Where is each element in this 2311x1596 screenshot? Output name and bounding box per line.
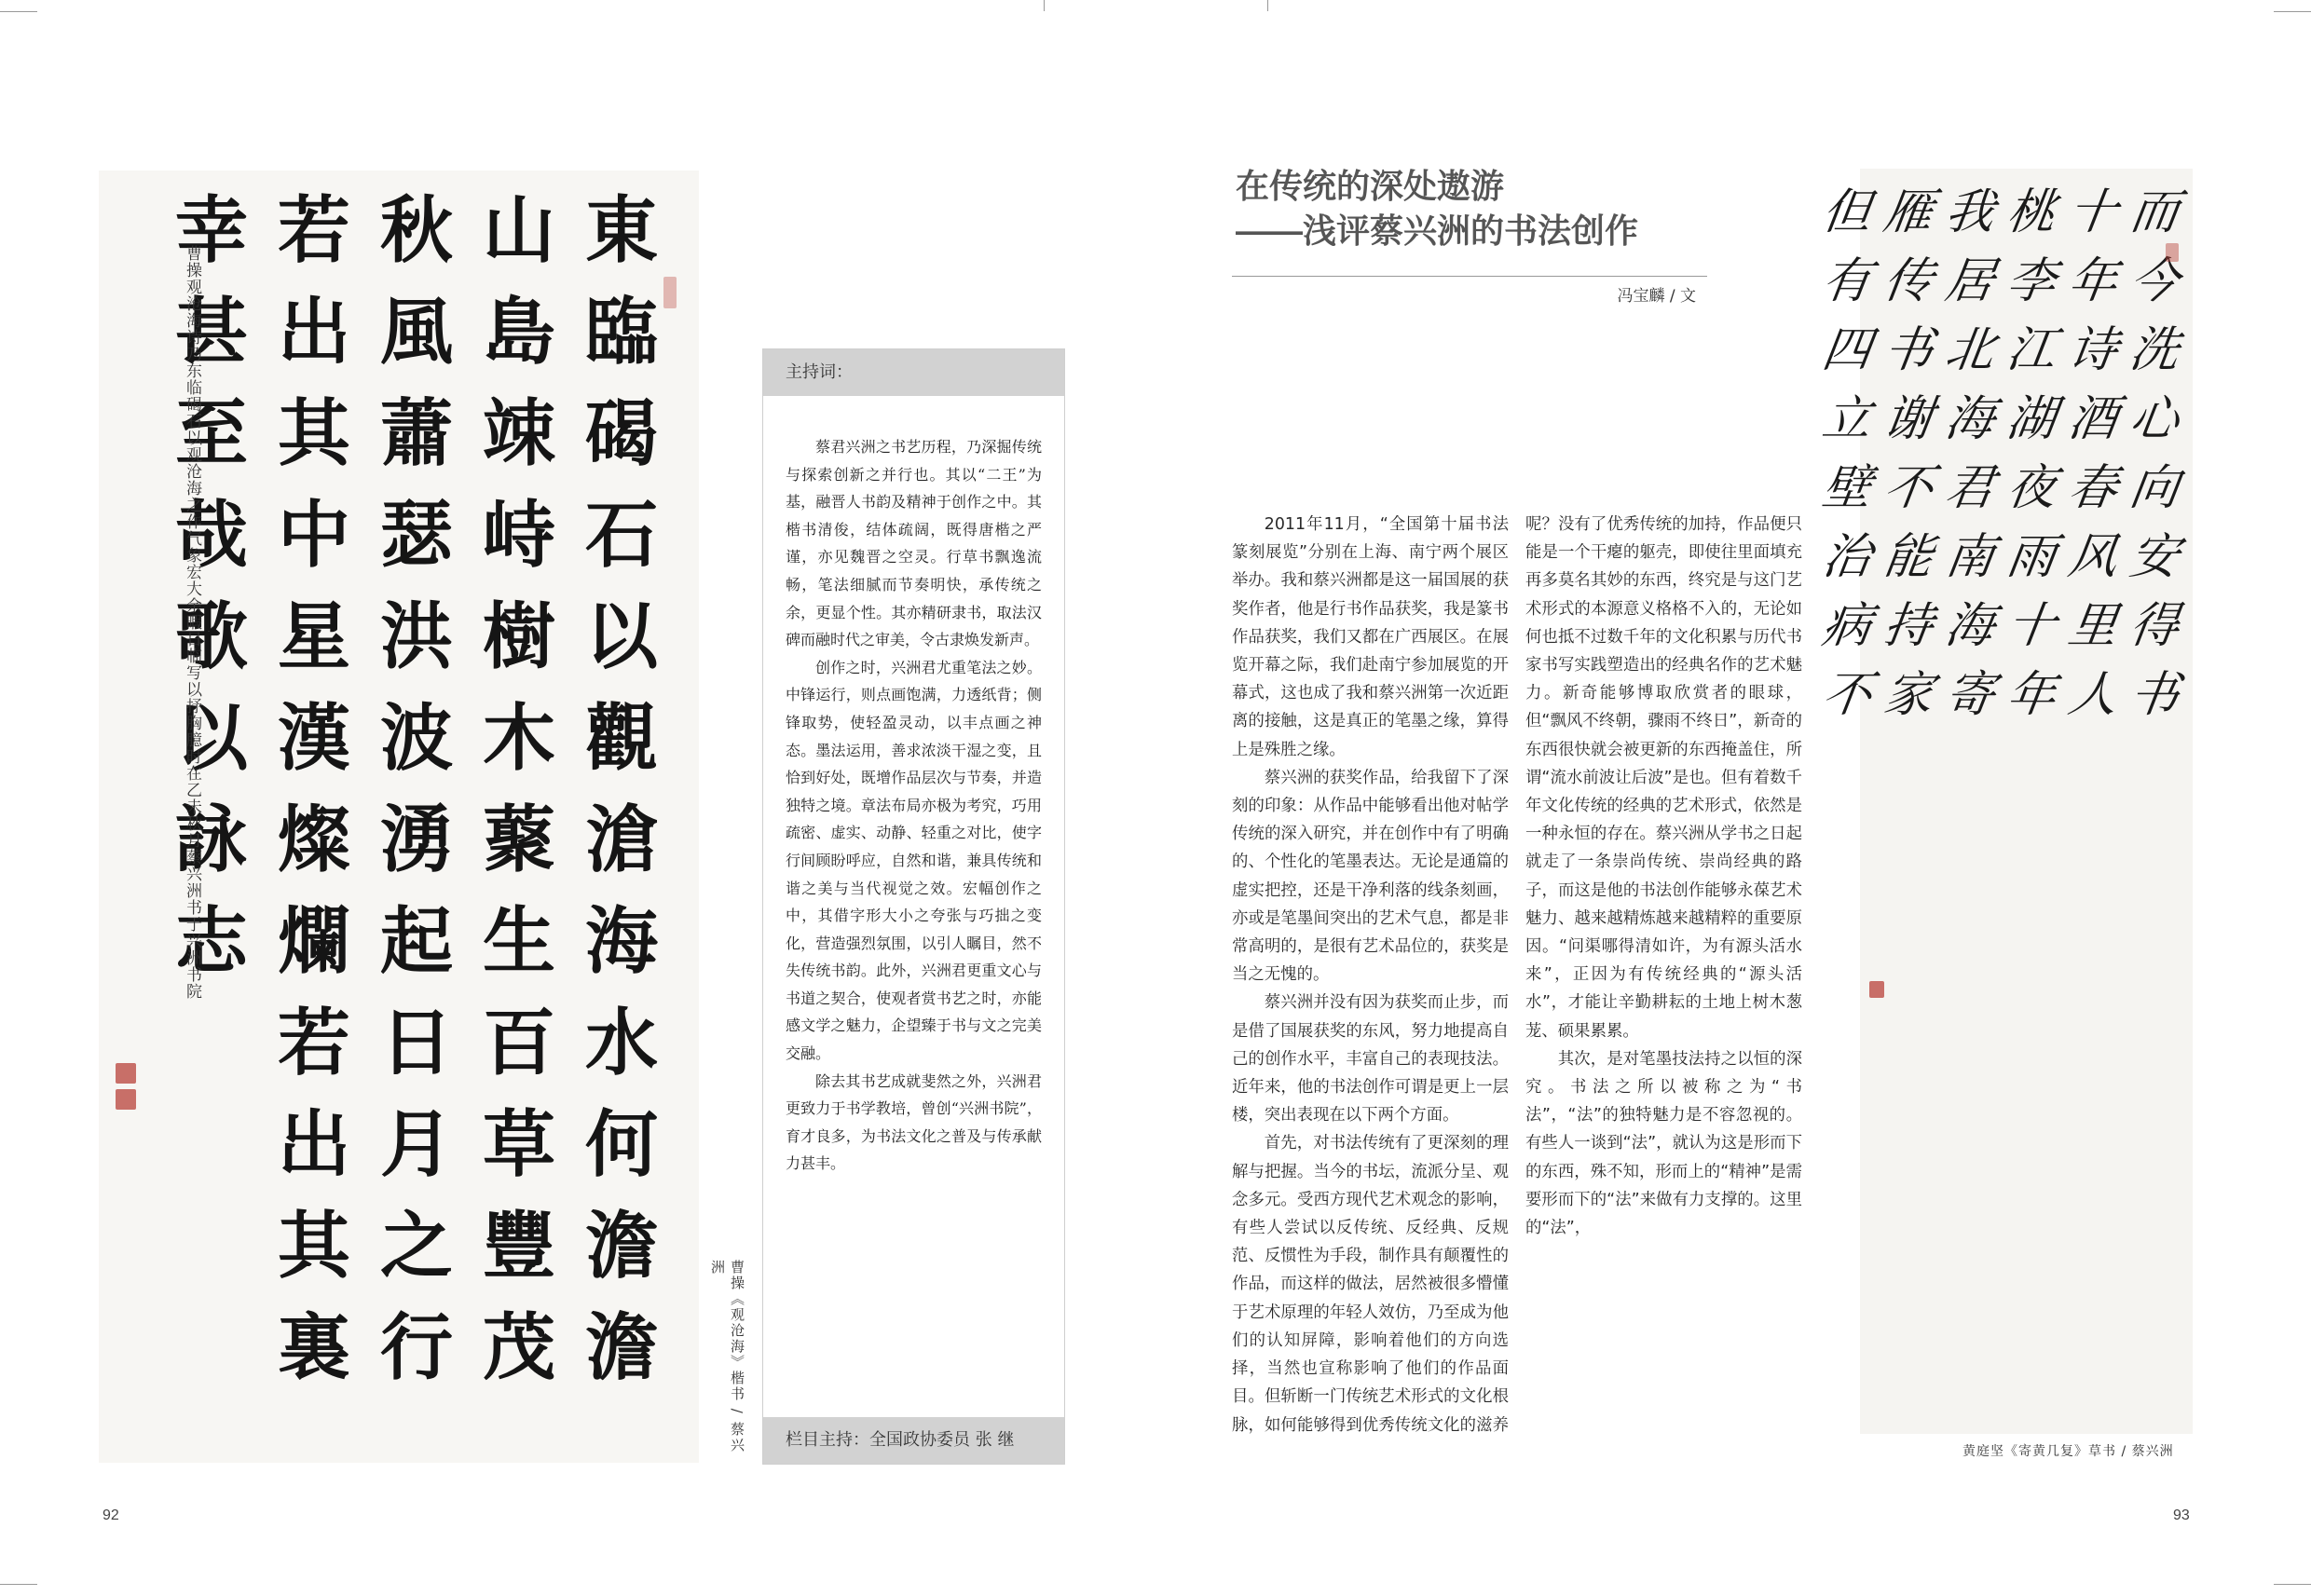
article-author: 冯宝麟 / 文 (1617, 287, 1696, 306)
host-paragraph: 创作之时，兴洲君尤重笔法之妙。中锋运行，则点画饱满，力透纸背；侧锋取势，使轻盈灵动，以丰点画之神态。墨法运用，善求浓淡干湿之变，且恰到好处，既增作品层次与节奏，并造独特之境。章法布局亦极为考究，巧用疏密、虚实、动静、轻重之对比，使字行间顾盼呼应，自然和谐，兼具传统和谐之美与当代视觉之效。宏幅创作之中，其借字形大小之夸张与巧拙之变化，营造强烈氛围，以引人瞩目，然不失传统书韵。此外，兴洲君更重文心与书道之契合，使观者赏书艺之时，亦能感文学之魅力，企望臻于书与文之完美交融。 (786, 658, 1042, 1063)
calligraphy-column: 若 出 其 中 星 漢 燦 爛 若 出 其 裏 (277, 188, 350, 1390)
calligraphy-column: 秋 風 蕭 瑟 洪 波 湧 起 日 月 之 行 (379, 188, 453, 1390)
calligraphy-artwork-regular-script (99, 171, 699, 1463)
host-box-footer: 栏目主持：全国政协委员 张 继 (763, 1417, 1064, 1464)
seal-stamp (116, 1063, 136, 1084)
host-commentary-box (762, 348, 1065, 1465)
calligraphy-column: 十 年 诗 酒 春 风 里 人 (2064, 184, 2122, 723)
article-title (1236, 164, 1638, 253)
calligraphy-inscription: 曹操观沧海诗乃东临碣石以观沧海之作气象宏大余暇日临写以抒胸臆时在乙未秋月蔡兴洲书于兴洲书院 (183, 245, 201, 1000)
artwork-caption-left: 曹操《观沧海》楷书 / 蔡兴洲 (709, 1260, 745, 1453)
page-number-right: 93 (2173, 1507, 2190, 1523)
calligraphy-column: 雁 传 书 谢 不 能 持 家 (1880, 184, 1937, 723)
seal-stamp (2166, 243, 2179, 262)
host-box-header: 主持词： (763, 349, 1064, 396)
seal-stamp (663, 277, 677, 308)
crop-mark (1267, 0, 1268, 11)
article-title-main: 在传统的深处遨游 (1236, 167, 1505, 205)
article-title-sub: ——浅评蔡兴洲的书法创作 (1236, 211, 1639, 250)
page-number-left: 92 (103, 1507, 119, 1523)
article-paragraph: 首先，对书法传统有了更深刻的理解与把握。当今的书坛，流派分呈、观念多元。受西方现代艺术观念的影响，有些人尝试以反传统、反经典、反规范、反惯性为手段，制作具有颠覆性的作品，而这样的做法，居然被很多懵懂于艺术原理的年轻人效仿，乃至成为他们的认知屏障，影响着他们的方向选择，当然也宣称影响了他们的作品面目。但斩断一门传统艺术形式的文化根脉，如何能够得到优秀传统文化的滋养呢？没有了优秀传统的加持，作品便只能是一个干瘪的躯壳，即使往里面填充再多莫名其妙的东西，终究是与这门艺术形式的本源意义格格不入的，无论如何也抵不过数千年的文化积累与历代书家书写实践塑造出的经典名作的艺术魅力。新奇能够博取欣赏者的眼球，但“飘风不终朝，骤雨不终日”，新奇的东西很快就会被更新的东西掩盖住，所谓“流水前波让后波”是也。但有着数千年文化传统的经典的艺术形式，依然是一种永恒的存在。蔡兴洲从学书之日起就走了一条崇尚传统、崇尚经典的路子，而这是他的书法创作能够永葆艺术魅力、越来越精炼越来越精粹的重要原因。“问渠哪得清如许，为有源头活水来”，正因为有传统经典的“源头活水”，才能让辛勤耕耘的土地上树木葱茏、硕果累累。 (1232, 515, 1802, 1435)
calligraphy-column: 但 有 四 立 壁 治 病 不 (1818, 184, 1876, 723)
crop-mark (0, 1584, 37, 1585)
host-box-body (763, 396, 1064, 1178)
crop-mark (2274, 11, 2311, 12)
calligraphy-column: 幸 甚 至 哉 歌 以 詠 志 (174, 188, 248, 984)
artwork-caption-right: 黄庭坚《寄黄几复》草书 / 蔡兴洲 (1962, 1444, 2174, 1459)
article-body (1232, 511, 1802, 1466)
article-paragraph: 蔡兴洲的获奖作品，给我留下了深刻的印象：从作品中能够看出他对帖学传统的深入研究，并在创作中有了明确的、个性化的笔墨表达。无论是通篇的虚实把控，还是干净利落的线条刻画，亦或是笔墨间突出的艺术气息，都是非常高明的，是很有艺术品位的，获奖是当之无愧的。 (1232, 768, 1509, 985)
seal-stamp (1869, 981, 1884, 998)
calligraphy-column: 東 臨 碣 石 以 觀 滄 海 水 何 澹 澹 (584, 188, 658, 1390)
article-paragraph: 蔡兴洲并没有因为获奖而止步，而是借了国展获奖的东风，努力地提高自己的创作水平，丰富自己的表现技法。近年来，他的书法创作可谓是更上一层楼，突出表现在以下两个方面。 (1232, 993, 1509, 1125)
article-paragraph: 其次，是对笔墨技法持之以恒的深究。书法之所以被称之为“书法”，“法”的独特魅力是不容忽视的。有些人一谈到“法”，就认为这是形而下的东西，殊不知，形而上的“精神”是需要形而下的“法”来做有力支撑的。这里的“法”， (1525, 1049, 1802, 1238)
host-paragraph: 除去其书艺成就斐然之外，兴洲君更致力于书学教培，曾创“兴洲书院”，育才良多，为书法文化之普及与传承献力甚丰。 (786, 1071, 1042, 1173)
crop-mark (2274, 1584, 2311, 1585)
host-paragraph: 蔡君兴洲之书艺历程，乃深掘传统与探索创新之并行也。其以“二王”为基，融晋人书韵及精神于创作之中。其楷书清俊，结体疏阔，既得唐楷之严谨，亦见魏晋之空灵。行草书飘逸流畅，笔法细腻而节奏明快，承传统之余，更显个性。其亦精研隶书，取法汉碑而融时代之审美，令古隶焕发新声。 (786, 438, 1042, 649)
calligraphy-column: 山 島 竦 峙 樹 木 藂 生 百 草 豐 茂 (482, 188, 555, 1390)
calligraphy-artwork-cursive-script (1818, 169, 2193, 1434)
calligraphy-columns (1816, 178, 2185, 730)
article-paragraph: 2011年11月，“全国第十届书法篆刻展览”分别在上海、南宁两个展区举办。我和蔡兴洲都是这一届国展的获奖作者，他是行书作品获奖，我是篆书作品获奖，我们又都在广西展区。在展览开幕之际，我们赴南宁参加展览的开幕式，这也成了我和蔡兴洲第一次近距离的接触，这是真正的笔墨之缘，算得上是殊胜之缘。 (1232, 515, 1509, 759)
calligraphy-column: 而 今 洗 心 向 安 得 书 (2126, 184, 2183, 723)
calligraphy-columns (160, 180, 673, 1398)
title-divider (1232, 276, 1707, 277)
crop-mark (0, 11, 37, 12)
calligraphy-column: 桃 李 江 湖 夜 雨 十 年 (2003, 184, 2060, 723)
calligraphy-column: 我 居 北 海 君 南 海 寄 (1941, 184, 1999, 723)
seal-stamp (116, 1089, 136, 1110)
crop-mark (1044, 0, 1045, 11)
